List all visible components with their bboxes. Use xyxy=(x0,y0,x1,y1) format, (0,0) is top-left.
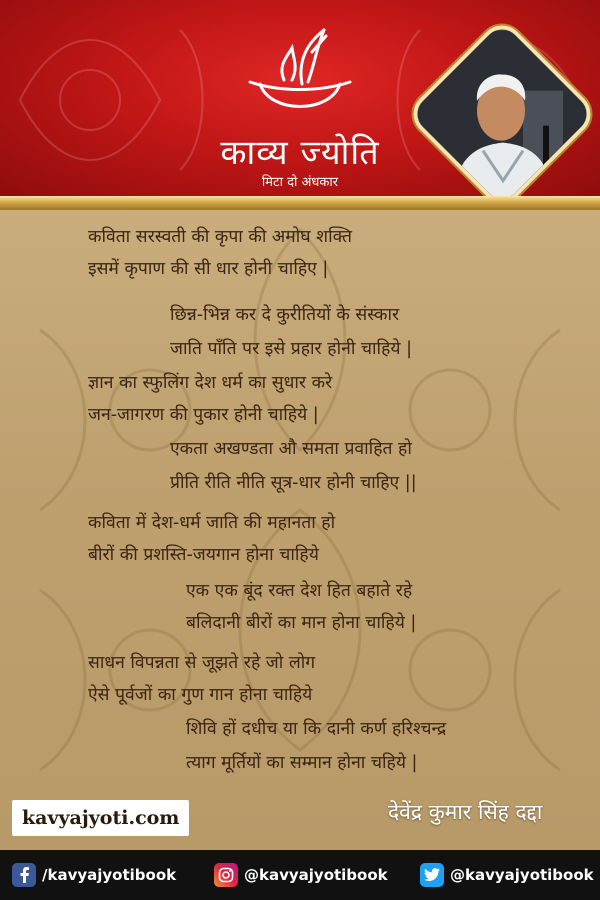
poem-line: त्याग मूर्तियों का सम्मान होना चहिये | xyxy=(186,753,418,773)
poem-line: शिवि हों दधीच या कि दानी कर्ण हरिश्चन्द्र xyxy=(186,719,447,739)
instagram-icon xyxy=(214,863,238,887)
poem-line: जाति पाँति पर इसे प्रहार होनी चाहिये | xyxy=(170,339,412,359)
twitter-link[interactable] xyxy=(420,863,594,887)
poem-line: प्रीति रीति नीति सूत्र-धार होनी चाहिए || xyxy=(170,473,417,493)
diya-quill-logo-icon xyxy=(240,22,360,122)
poem-line: छिन्न-भिन्न कर दे कुरीतियों के संस्कार xyxy=(170,305,400,325)
poem-line: एकता अखण्डता औ समता प्रवाहित हो xyxy=(170,439,412,459)
twitter-handle: @kavyajyotibook xyxy=(450,866,594,884)
poem-line: बलिदानी बीरों का मान होना चाहिये | xyxy=(186,613,417,633)
poem-line: कविता में देश-धर्म जाति की महानता हो xyxy=(88,513,336,533)
facebook-handle: /kavyajyotibook xyxy=(42,866,177,884)
website-link[interactable]: kavyajyoti.com xyxy=(12,800,189,836)
poem-line: कविता सरस्वती की कृपा की अमोघ शक्ति xyxy=(88,227,352,247)
poem-text xyxy=(0,210,600,773)
facebook-link[interactable] xyxy=(12,863,176,887)
instagram-handle: @kavyajyotibook xyxy=(244,866,388,884)
poem-line: बीरों की प्रशस्ति-जयगान होना चाहिये xyxy=(88,545,319,565)
poem-line: इसमें कृपाण की सी धार होनी चाहिए | xyxy=(88,259,329,279)
logo-title: काव्य ज्योति xyxy=(220,133,380,173)
poem-line: एक एक बूंद रक्त देश हित बहाते रहे xyxy=(186,581,413,601)
poem-line: ज्ञान का स्फुलिंग देश धर्म का सुधार करे xyxy=(88,373,333,393)
poem-area xyxy=(0,210,600,850)
gold-divider xyxy=(0,196,600,210)
poem-line: ऐसे पूर्वजों का गुण गान होना चाहिये xyxy=(88,685,313,705)
poem-line: साधन विपन्नता से जूझते रहे जो लोग xyxy=(88,653,316,673)
author-name: देवेंद्र कुमार सिंह दद्दा xyxy=(388,800,543,824)
header-banner xyxy=(0,0,600,200)
twitter-icon xyxy=(420,863,444,887)
instagram-link[interactable] xyxy=(214,863,388,887)
facebook-icon xyxy=(12,863,36,887)
poem-line: जन-जागरण की पुकार होनी चाहिये | xyxy=(88,405,319,425)
logo-tagline: मिटा दो अंधकार xyxy=(261,175,339,190)
social-footer xyxy=(0,850,600,900)
